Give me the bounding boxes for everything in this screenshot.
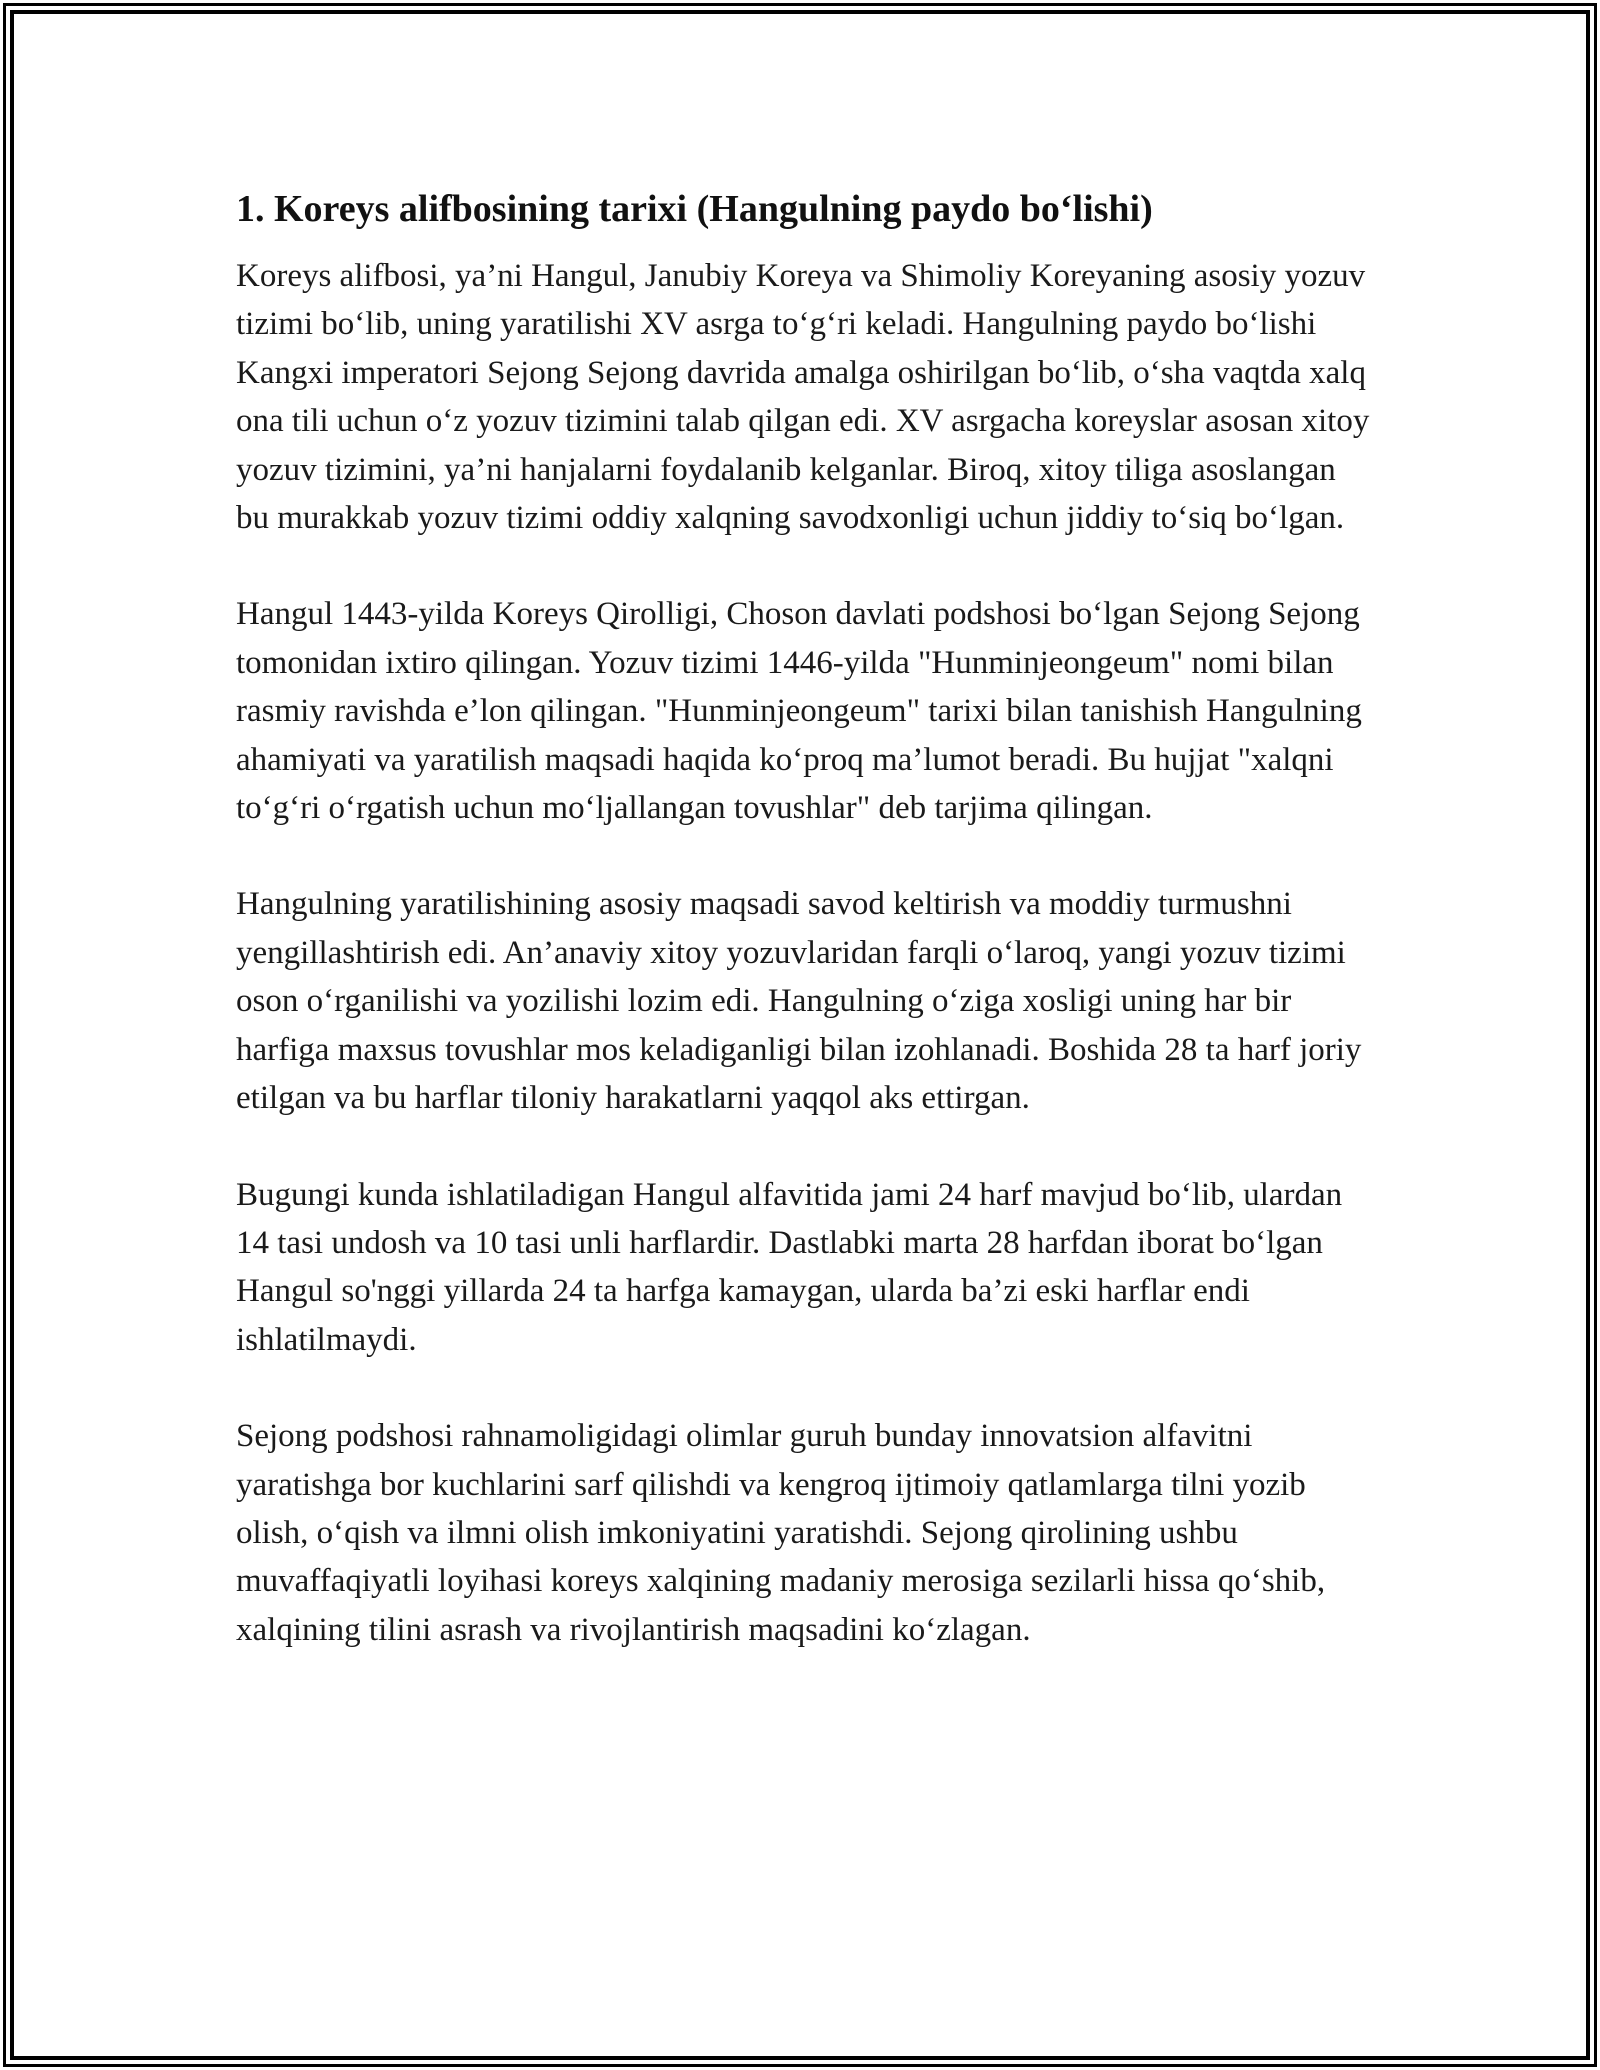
document-body xyxy=(236,186,1376,1702)
paragraph-4: Bugungi kunda ishlatiladigan Hangul alfavitida jami 24 harf mavjud bo‘lib, ulardan 14 tasi undosh va 10 tasi unli harflardir. Dastlabki marta 28 harfdan iborat bo‘lgan Hangul so'nggi yillarda 24 ta harfga kamaygan, ularda ba’zi eski harflar endi ishlatilmaydi. xyxy=(236,1176,1343,1358)
paragraph-1: Koreys alifbosi, ya’ni Hangul, Janubiy Koreya va Shimoliy Koreyaning asosiy yozuv tizimi bo‘lib, uning yaratilishi XV asrga to‘g‘ri keladi. Hangulning paydo bo‘lishi Kangxi imperatori Sejong Sejong davrida amalga oshirilgan bo‘lib, o‘sha vaqtda xalq ona tili uchun o‘z yozuv tizimini talab qilgan edi. XV asrgacha koreyslar asosan xitoy yozuv tizimini, ya’ni hanjalarni foydalanib kelganlar. Biroq, xitoy tiliga asoslangan bu murakkab yozuv tizimi oddiy xalqning savodxonligi uchun jiddiy to‘siq bo‘lgan. xyxy=(236,258,1370,537)
paragraph-2: Hangul 1443-yilda Koreys Qirolligi, Choson davlati podshosi bo‘lgan Sejong Sejong tomonidan ixtiro qilingan. Yozuv tizimi 1446-yilda "Hunminjeongeum" nomi bilan rasmiy ravishda e’lon qilingan. "Hunminjeongeum" tarixi bilan tanishish Hangulning ahamiyati va yaratilish maqsadi haqida ko‘proq ma’lumot beradi. Bu hujjat "xalqni to‘g‘ri o‘rgatish uchun mo‘ljallangan tovushlar" deb tarjima qilingan. xyxy=(236,596,1362,827)
section-heading: 1. Koreys alifbosining tarixi (Hangulning paydo bo‘lishi) xyxy=(236,188,1153,230)
paragraph-5: Sejong podshosi rahnamoligidagi olimlar guruh bunday innovatsion alfavitni yaratishga bor kuchlarini sarf qilishdi va kengroq ijtimoiy qatlamlarga tilni yozib olish, o‘qish va ilmni olish imkoniyatini yaratishdi. Sejong qirolining ushbu muvaffaqiyatli loyihasi koreys xalqining madaniy merosiga sezilarli hissa qo‘shib, xalqining tilini asrash va rivojlantirish maqsadini ko‘zlagan. xyxy=(236,1418,1326,1648)
paragraph-3: Hangulning yaratilishining asosiy maqsadi savod keltirish va moddiy turmushni yengillashtirish edi. An’anaviy xitoy yozuvlaridan farqli o‘laroq, yangi yozuv tizimi oson o‘rganilishi va yozilishi lozim edi. Hangulning o‘ziga xosligi uning har bir harfiga maxsus tovushlar mos keladiganligi bilan izohlanadi. Boshida 28 ta harf joriy etilgan va bu harflar tiloniy harakatlarni yaqqol aks ettirgan. xyxy=(236,886,1362,1117)
